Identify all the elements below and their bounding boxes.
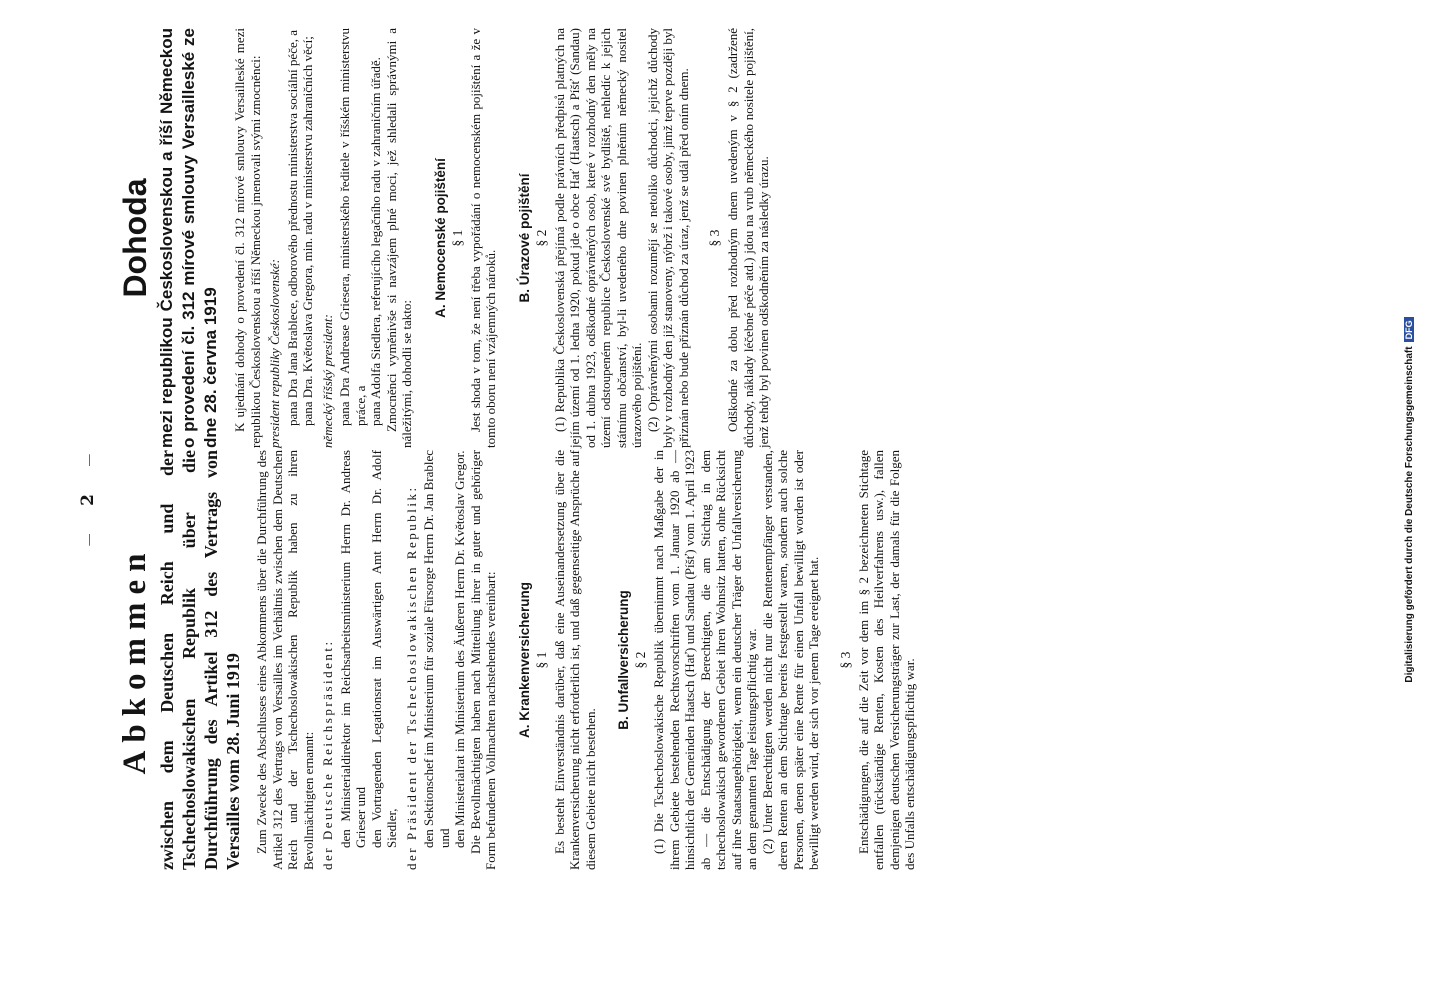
german-delegate-4: den Ministerialrat im Ministerium des Äußeren Herrn Dr. Květoslav Gregor. — [452, 450, 467, 848]
czech-column — [118, 28, 772, 448]
german-intro: Zum Zwecke des Abschlusses eines Abkommens über die Durchführung des Artikel 312 des Vertrags von Versailles im Verhältnis zwischen dem Deutschen Reich und der Tschechoslowakischen Republik haben zu ihren Bevollmächtigten ernannt: — [254, 450, 316, 870]
czech-heading-a: A. Nemocenské pojištění — [432, 158, 448, 318]
german-section-1: § 1 — [533, 651, 549, 669]
german-heading-b: B. Unfallversicherung — [616, 590, 631, 730]
czech-section-2: § 2 — [533, 229, 549, 247]
czech-intro: K ujednání dohody o provedení čl. 312 mírové smlouvy Versailleské mezi republikou Československou a říší Německou jmenovali svými zmocněnci: — [232, 28, 263, 448]
page-number-line — [78, 0, 98, 1000]
german-delegate-1: den Ministerialdirektor im Reichsarbeitsministerium Herrn Dr. Andreas Grieser und — [337, 450, 368, 848]
czech-section-3: § 3 — [707, 229, 722, 247]
german-agreement: Die Bevollmächtigten haben nach Mitteilung ihrer in guter und gehöriger Form befundenen Vollmachten nachstehendes vereinbart: — [467, 450, 498, 870]
dfg-logo: DFG — [1404, 317, 1414, 342]
page-number: 2 — [78, 494, 98, 506]
czech-section-2-par-2: (2) Oprávněnými osobami rozumějí se netoliko důchodci, jejichž důchody byly v rozhodný den již stanoveny, nýbrž i takové osoby, jimž teprve později byl přiznán nebo bude přiznán důchod za úraz, jenž se udál před oním dnem. — [644, 28, 691, 448]
german-section-1-text: Es besteht Einverständnis darüber, daß eine Auseinandersetzung über die Krankenversicherung nicht erforderlich ist, und daß gegenseitige Ansprüche auf diesem Gebiete nicht bestehen. — [551, 450, 598, 870]
german-section-2-par-2: (2) Unter Berechtigten werden nicht nur die Rentenempfänger verstanden, deren Renten an dem Stichtage bereits festgestellt waren, sondern auch solche Personen, denen später eine Rente für einen Unfall bewilligt worden ist oder bewilligt werden wird, der sich vor jenem Tage ereignet hat. — [759, 450, 821, 870]
dfg-credit-text: Digitalisierung gefördert durch die Deutsche Forschungsgemeinschaft — [1404, 346, 1415, 683]
german-column — [118, 450, 918, 870]
german-delegate-3: den Sektionschef im Ministerium für soziale Fürsorge Herrn Dr. Jan Brablec und — [421, 450, 452, 848]
czech-title: Dohoda — [117, 178, 153, 298]
german-section-2: § 2 — [633, 651, 648, 669]
czech-delegate-1: pana Dra Jana Brablece, odborového přednostu ministerstva sociální péče, a — [284, 30, 300, 426]
czech-label-reich: německý říšský president: — [319, 314, 335, 448]
german-section-3-text: Entschädigungen, die auf die Zeit vor dem im § 2 bezeichneten Stichtage entfallen (rückständige Renten, Kosten des Heilverfahrens usw.), fallen demjenigen deutschen Versicherungsträger zur Last, der damals für die Folgen des Unfalls entschädigungspflichtig war. — [855, 450, 917, 870]
german-section-2-par-1: (1) Die Tschechoslowakische Republik übernimmt nach Maßgabe der in ihrem Gebiete bestehenden Rechtsvorschriften vom 1. Januar 1920 ab — hinsichtlich der Gemeinden Haatsch (Hať) und Sandau (Píšť) vom 1. April 1923 ab — die Entschädigung der Berechtigten, die am Stichtag in dem tschechoslowakisch gewordenen Gebiet ihren Wohnsitz hatten, ohne Rücksicht auf ihre Staatsangehörigkeit, wenn ein deutscher Träger der Unfallversicherung an dem genannten Tage leistungspflichtig war. — [651, 450, 759, 870]
czech-agreement: Zmocněnci vyměnivše si navzájem plné moci, jež shledali správnými a náležitými, dohodli se takto: — [383, 28, 414, 448]
german-label-reich: der Deutsche Reichspräsident: — [320, 639, 335, 870]
dfg-credit — [1404, 0, 1415, 1000]
german-heading-a: A. Krankenversicherung — [516, 581, 532, 739]
czech-section-1-text: Jest shoda v tom, že není třeba vypořádání o nemocenském pojištění a že v tomto oboru není vzájemných nároků. — [467, 28, 498, 448]
dash-right: — — [82, 453, 97, 467]
czech-section-3-text: Odškodné za dobu před rozhodným dnem uvedeným v § 2 (zadržené důchody, náklady léčebné péče atd.) jdou na vrub německého nositele pojištění, jenž tehdy byl povinen odškodněním za následky úrazu. — [725, 28, 771, 448]
german-label-cs: der Präsident der Tschechoslowakischen Republik: — [403, 485, 419, 870]
german-delegate-2: den Vortragenden Legationsrat im Auswärtigen Amt Herrn Dr. Adolf Siedler, — [368, 450, 399, 848]
german-title: Abkommen — [117, 545, 153, 775]
czech-label-cs: president republiky Československé: — [267, 259, 282, 448]
german-section-3: § 3 — [837, 651, 853, 669]
german-subtitle: zwischen dem Deutschen Reich und der Tschechoslowakischen Republik über die Durchführung des Artikel 312 des Vertrags von Versailles vom 28. Juni 1919 — [157, 450, 243, 870]
dash-left: — — [82, 533, 97, 547]
czech-heading-b: B. Úrazové pojištění — [516, 173, 532, 303]
czech-section-2-par-1: (1) Republika Československá přejímá podle právních předpisů platných na jejím území od 1. ledna 1920, pokud jde o obce Hať (Haatsch) a Píšť (Sandau) od 1. dubna 1923, odškodné oprávněných osob, které v rozhodný den měly na území odstoupeném republice Československé své bydliště, nehledíc k jejich státnímu občanství, byl-li uvedeného dne povinen plněním německý nositel úrazového pojištění. — [551, 28, 644, 448]
czech-delegate-2: pana Dra. Květoslava Gregora, min. radu v ministerstvu zahraničních věcí; — [300, 36, 315, 426]
czech-section-1: § 1 — [449, 229, 465, 247]
czech-delegate-3: pana Dra Andreasе Griesera, ministerského ředitele v říšském ministerstvu práce, a — [337, 28, 368, 426]
czech-subtitle: mezi republikou Československou a říší Německou o provedení čl. 312 mírové smlouvy Versailleské ze dne 28. června 1919 — [157, 28, 220, 448]
czech-delegate-4: pana Adolfa Siedlera, referujícího legačního radu v zahraničním úřadě. — [368, 57, 383, 426]
